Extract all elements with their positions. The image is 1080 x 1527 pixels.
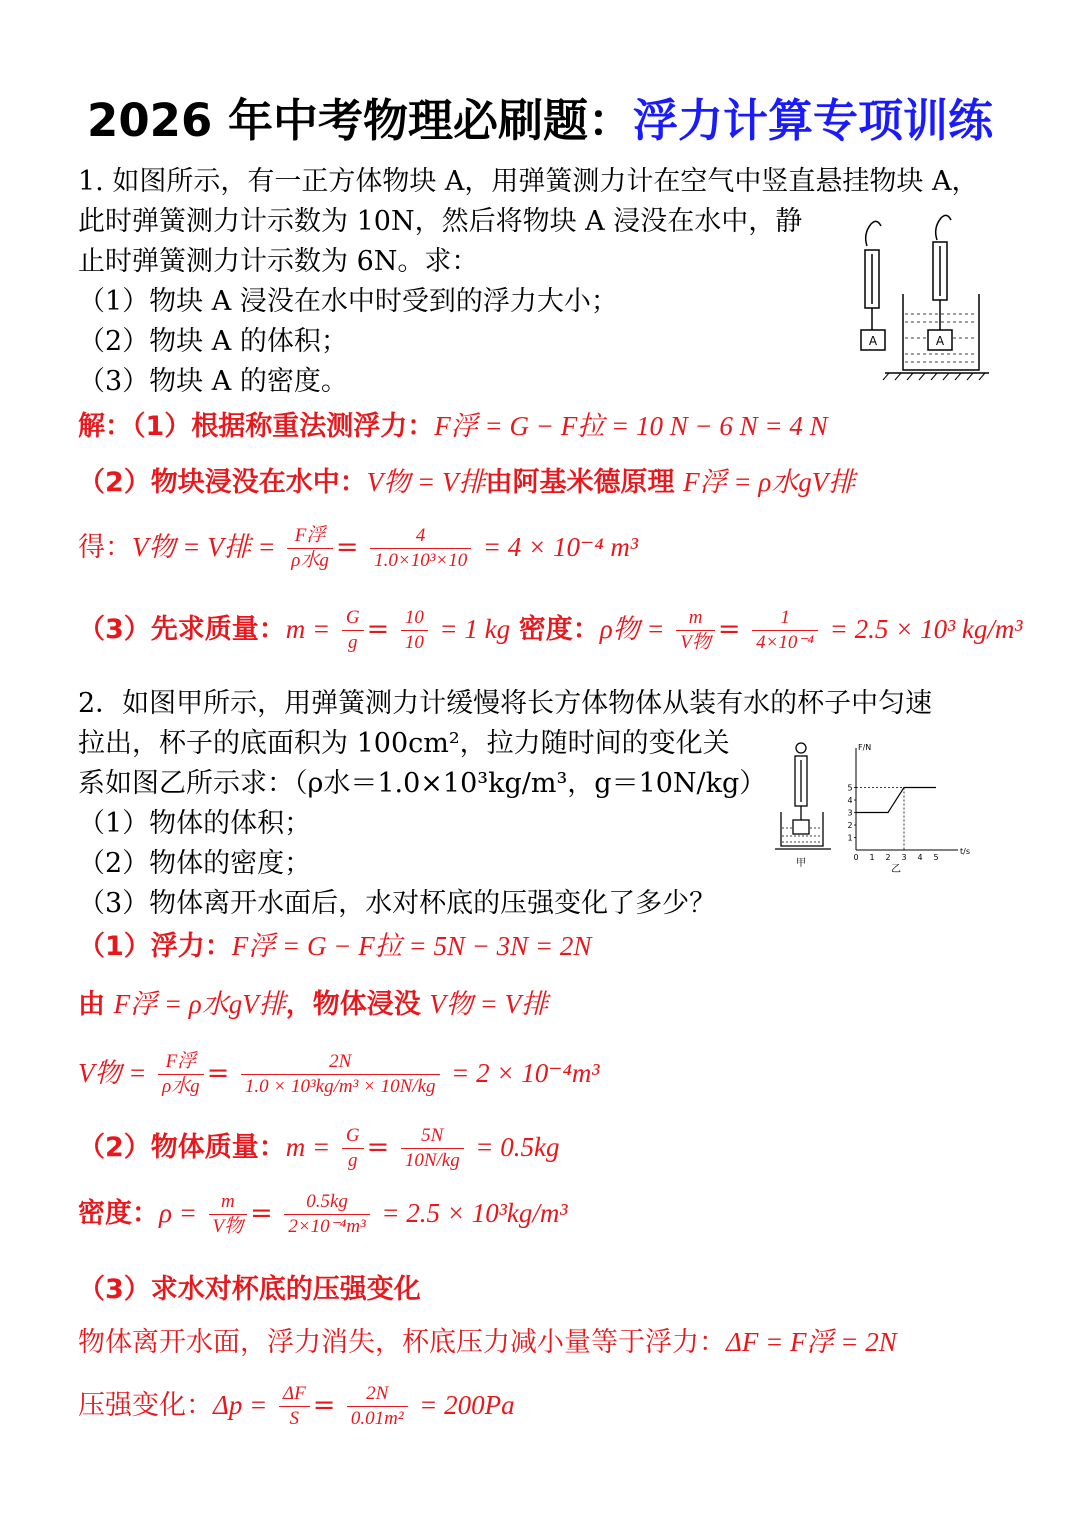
q2-sol6: （3）求水对杯底的压强变化 [78, 1274, 421, 1305]
q2-sol7: 物体离开水面，浮力消失，杯底压力减小量等于浮力：ΔF = F浮 = 2N [78, 1327, 897, 1358]
hand-2-icon [936, 215, 951, 240]
y-tick-label: 2 [847, 821, 853, 830]
y-tick-label: 1 [847, 833, 853, 843]
q1-line-4: （1）物块 A 浸没在水中时受到的浮力大小； [78, 286, 618, 317]
q1-line-2: 此时弹簧测力计示数为 10N，然后将物块 A 浸没在水中，静 [78, 206, 803, 237]
ring-icon [796, 743, 806, 753]
y-tick-label: 4 [847, 796, 853, 805]
fraction: $\frac{0.5kg}{\text{2×10⁻⁴m³}}$ [284, 1190, 369, 1239]
fraction: $\frac{1}{\text{4×10⁻⁴}}$ [752, 606, 818, 655]
q2-line-1: 2．如图甲所示，用弹簧测力计缓慢将长方体物体从装有水的杯子中匀速 [78, 688, 933, 719]
x-tick-label: 4 [917, 853, 923, 862]
q2-line-5: （2）物体的密度； [78, 848, 312, 879]
page-title [0, 84, 1080, 149]
fraction: $\frac{\text{F浮}}{\text{ρ水g}}$ [158, 1050, 204, 1099]
q2-sol5: 密度：ρ = $\frac{m}{\text{V物}}$ = $\frac{0.5kg}{\text{2×10⁻⁴m³}}$ = 2.5 × 10³kg/m³ [78, 1191, 568, 1237]
figure-jia-label: 甲 [796, 858, 806, 869]
q2-chart-yi [838, 742, 970, 875]
fraction: $\frac{10}{10}$ [401, 606, 428, 655]
q2-sol2: 由 F浮 = ρ水gV排，物体浸没 V物 = V排 [78, 989, 549, 1020]
q2-sol8: 压强变化：Δp = $\frac{\Delta F}{S}$ = $\frac{2N}{\text{0.01m²}}$ = 200Pa [78, 1383, 515, 1429]
title-prefix: 2026 年中考物理必刷题： [87, 94, 633, 147]
q1-line-3: 止时弹簧测力计示数为 6N。求： [78, 246, 479, 277]
q1-line-1: 1. 如图所示，有一正方体物块 A，用弹簧测力计在空气中竖直悬挂物块 A， [78, 166, 979, 197]
fraction: $\frac{G}{g}$ [342, 606, 364, 655]
q2-line-4: （1）物体的体积； [78, 808, 312, 839]
q1-figure [855, 210, 995, 380]
y-tick-label: 5 [847, 783, 853, 793]
q2-figure-jia [775, 742, 835, 870]
q2-line-6: （3）物体离开水面后，水对杯底的压强变化了多少？ [78, 888, 717, 919]
q2-line-2: 拉出，杯子的底面积为 100cm²，拉力随时间的变化关 [78, 728, 730, 759]
block-a-label-2: A [935, 334, 945, 348]
x-axis-label: t/s [960, 847, 970, 856]
fraction: $\frac{m}{\text{V物}}$ [209, 1190, 248, 1239]
q2-sol3: V物 = $\frac{\text{F浮}}{\text{ρ水g}}$ = $\frac{2N}{\text{1.0 × 10³kg/m³ × 10N/kg}}$ = 2 × 10⁻⁴m³ [78, 1051, 600, 1097]
x-tick-label: 2 [885, 853, 891, 862]
y-axis-label: F/N [858, 743, 872, 752]
title-highlight: 浮力计算专项训练 [632, 94, 993, 147]
fraction: $\frac{2N}{\text{0.01m²}}$ [347, 1382, 408, 1431]
q2-sol1: （1）浮力：F浮 = G − F拉 = 5N − 3N = 2N [78, 931, 592, 962]
q2-line-3: 系如图乙所示求：（ρ水＝1.0×10³kg/m³，g＝10N/kg） [78, 768, 767, 799]
fraction: $\frac{2N}{\text{1.0 × 10³kg/m³ × 10N/kg}}$ [241, 1050, 440, 1099]
x-tick-label: 5 [933, 853, 939, 862]
block-a-label-1: A [868, 334, 878, 348]
x-tick-label: 1 [869, 853, 875, 862]
x-tick-label: 3 [901, 853, 907, 862]
series-line [856, 788, 936, 813]
y-tick-label: 3 [847, 808, 853, 818]
fraction: $\frac{\Delta F}{S}$ [279, 1382, 310, 1431]
fraction: $\frac{5N}{10N/kg}$ [401, 1124, 464, 1173]
fraction: $\frac{G}{g}$ [342, 1124, 364, 1173]
fraction: $\frac{m}{\text{V物}}$ [676, 606, 715, 655]
q1-sol1: 解：（1）根据称重法测浮力：F浮 = G − F拉 = 10 N − 6 N = 4 N [78, 411, 828, 442]
q1-line-5: （2）物块 A 的体积； [78, 326, 348, 357]
hand-1-icon [866, 221, 881, 246]
fraction: $\frac{\text{F浮}}{\text{ρ水g}}$ [287, 524, 333, 573]
x-tick-label: 0 [853, 853, 859, 862]
q2-sol4: （2）物体质量：m = $\frac{G}{g}$ = $\frac{5N}{10N/kg}$ = 0.5kg [78, 1125, 560, 1171]
q1-line-6: （3）物块 A 的密度。 [78, 366, 348, 397]
q1-sol2b: 得：V物 = V排 = $\frac{\text{F浮}}{\text{ρ水g}}$ = $\frac{4}{\text{1.0×10³×10}}$ = 4 × 10⁻⁴ m³ [78, 525, 638, 571]
q1-sol3: （3）先求质量：m = $\frac{G}{g}$ = $\frac{10}{10}$ = 1 kg 密度：ρ物 = $\frac{m}{\text{V物}}$ = $\frac{1}{\text{4×10⁻⁴}}$ = 2.5 × 10³ kg/m³ [78, 607, 1023, 653]
cuboid-object [793, 820, 809, 834]
q1-sol2: （2）物块浸没在水中：V物 = V排由阿基米德原理 F浮 = ρ水gV排 [78, 467, 856, 498]
fraction: $\frac{4}{\text{1.0×10³×10}}$ [370, 524, 471, 573]
figure-yi-label: 乙 [891, 864, 901, 875]
